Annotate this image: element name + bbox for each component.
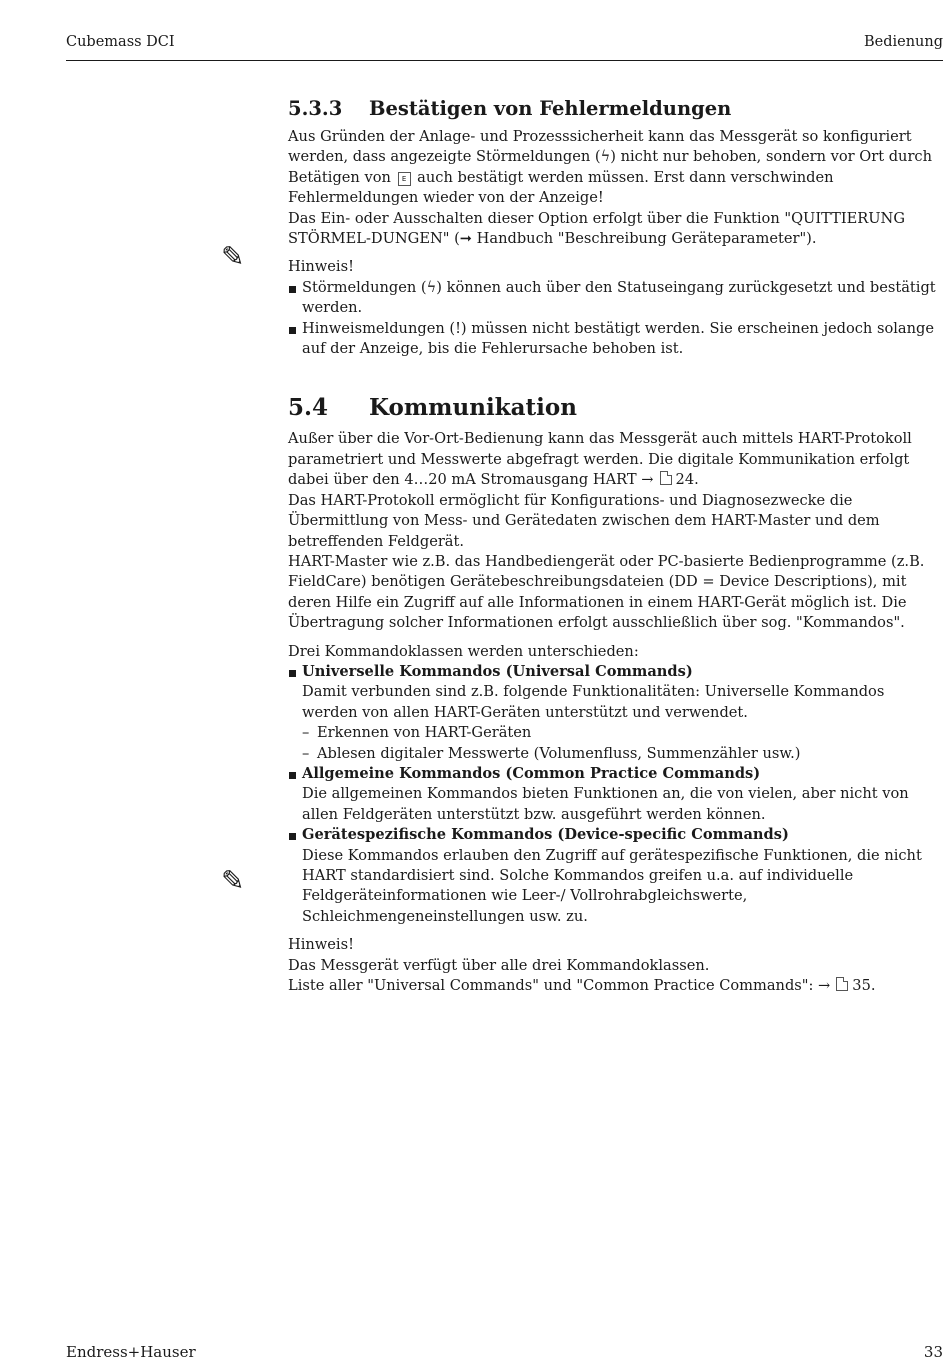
section-heading-5-4 bbox=[288, 393, 943, 423]
paragraph: Das HART-Protokoll ermöglicht für Konfigurations- und Diagnosezwecke die Übermittlung von Mess- und Gerätedaten zwischen dem HART-Master und dem betreffenden Feldgerät. bbox=[288, 491, 880, 550]
text-run: ) nicht nur behoben, sondern vor Ort durch Betätigen von bbox=[288, 148, 932, 186]
text-run: Liste aller "Universal Commands" und "Common Practice Commands": bbox=[288, 977, 819, 995]
page-reference-icon bbox=[660, 471, 672, 485]
section-heading-5-3-3 bbox=[288, 96, 943, 122]
footer-company: Endress+Hauser bbox=[66, 1343, 196, 1361]
paragraph: Das Ein- oder Ausschalten dieser Option erfolgt über die Funktion "QUITTIERUNG STÖRMEL-DUNGEN" (➞ Handbuch "Beschreibung Geräteparameter"). bbox=[288, 209, 905, 248]
command-class-list bbox=[288, 662, 943, 927]
fault-symbol-icon: ϟ bbox=[426, 278, 437, 296]
list-item bbox=[288, 764, 943, 825]
list-item: Hinweismeldungen (!) müssen nicht bestätigt werden. Sie erscheinen jedoch solange auf der Anzeige, bis die Fehlerursache behoben ist. bbox=[288, 319, 943, 360]
note-pencil-icon: ✎ bbox=[221, 864, 245, 897]
text-run: Störmeldungen ( bbox=[302, 278, 427, 296]
header-product-name: Cubemass DCI bbox=[66, 34, 175, 50]
arrow-icon: → bbox=[641, 471, 654, 489]
enter-key-icon: E bbox=[398, 172, 411, 186]
list-item-text: Diese Kommandos erlauben den Zugriff auf gerätespezifische Funktionen, die nicht HART standardisiert sind. Solche Kommandos greifen u.a. auf individuelle Feldgeräteinformationen wie Leer-/ Vollrohrabgleichswerte, Schleichmengeneinstellungen usw. zu. bbox=[302, 846, 922, 925]
text-run: ) können auch über den Statuseingang zurückgesetzt und bestätigt werden. bbox=[302, 278, 936, 317]
paragraph bbox=[288, 127, 943, 209]
list-item-title: Allgemeine Kommandos (Common Practice Commands) bbox=[302, 764, 761, 782]
note-label: Hinweis! bbox=[288, 936, 354, 954]
fault-symbol-icon: ϟ bbox=[600, 148, 611, 166]
paragraph: HART-Master wie z.B. das Handbediengerät oder PC-basierte Bedienprogramme (z.B. FieldCare) benötigen Gerätebeschreibungsdateien (DD = Device Descriptions), mit deren Hilfe ein Zugriff auf alle Informationen in einem HART-Gerät möglich ist. Die Übertragung solcher Informationen erfolgt ausschließlich über sog. "Kommandos". bbox=[288, 552, 925, 632]
text-run: Außer über die Vor-Ort-Bedienung kann das Messgerät auch mittels HART-Protokoll parametriert und Messwerte abgefragt werden. Die digitale Kommunikation erfolgt dabei über den 4…20 mA Stromausgang HART bbox=[288, 430, 912, 489]
arrow-icon: → bbox=[818, 977, 831, 995]
page-reference: 35. bbox=[852, 977, 876, 995]
paragraph bbox=[288, 976, 943, 996]
sub-list-item: – Ablesen digitaler Messwerte (Volumenfluss, Summenzähler usw.) bbox=[302, 744, 943, 764]
list-item-title: Universelle Kommandos (Universal Commands) bbox=[302, 662, 693, 680]
note-pencil-icon: ✎ bbox=[221, 240, 245, 273]
list-item-text: Die allgemeinen Kommandos bieten Funktionen an, die von vielen, aber nicht von allen Feldgeräten unterstützt bzw. ausgeführt werden können. bbox=[302, 785, 909, 823]
list-item bbox=[288, 825, 943, 927]
section-title: Kommunikation bbox=[369, 394, 577, 422]
page-content bbox=[288, 96, 943, 996]
section-title: Bestätigen von Fehlermeldungen bbox=[369, 97, 732, 120]
sub-list-item: – Erkennen von HART-Geräten bbox=[302, 723, 943, 743]
sub-list bbox=[302, 723, 943, 764]
page-footer bbox=[66, 1343, 943, 1361]
page-reference: 24. bbox=[675, 471, 699, 489]
list-item bbox=[288, 662, 943, 764]
note-list bbox=[288, 278, 943, 360]
paragraph: Das Messgerät verfügt über alle drei Kommandoklassen. bbox=[288, 956, 710, 974]
header-rule bbox=[66, 60, 943, 61]
list-item-text: Damit verbunden sind z.B. folgende Funktionalitäten: Universelle Kommandos werden von allen HART-Geräten unterstützt und verwendet. bbox=[302, 683, 885, 721]
paragraph: Drei Kommandoklassen werden unterschieden: bbox=[288, 642, 639, 660]
section-number: 5.4 bbox=[288, 394, 329, 422]
page-reference-icon bbox=[836, 977, 848, 991]
page-header bbox=[66, 34, 943, 50]
note-label: Hinweis! bbox=[288, 258, 354, 276]
page-number: 33 bbox=[923, 1343, 943, 1361]
list-item bbox=[288, 278, 943, 319]
text-run: Aus Gründen der Anlage- und Prozesssicherheit kann das Messgerät so konfiguriert werden, dass angezeigte Störmeldungen ( bbox=[288, 128, 912, 166]
header-chapter-name: Bedienung bbox=[863, 34, 943, 50]
text-run: auch bestätigt werden müssen. Erst dann verschwinden Fehlermeldungen wieder von der Anzeige! bbox=[288, 168, 834, 207]
list-item-title: Gerätespezifische Kommandos (Device-specific Commands) bbox=[302, 826, 789, 844]
paragraph bbox=[288, 429, 943, 490]
section-number: 5.3.3 bbox=[288, 97, 343, 120]
